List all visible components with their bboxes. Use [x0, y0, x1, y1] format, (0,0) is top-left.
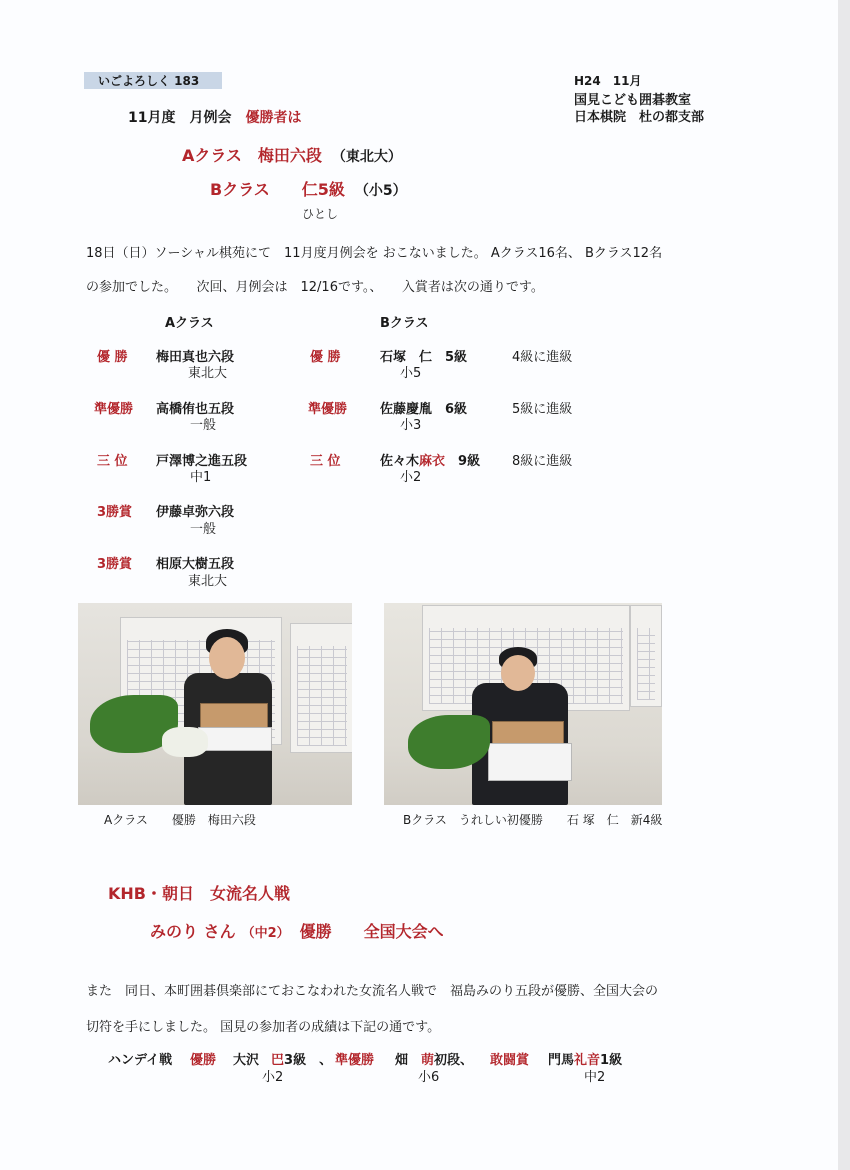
- b-note-2: 小3: [400, 418, 422, 433]
- intro-line-2: の参加でした。 次回、月例会は 12/16です。、 入賞者は次の通りです。: [86, 280, 544, 295]
- b-note-3: 小2: [400, 470, 422, 485]
- org-name: 国見こども囲碁教室: [574, 93, 692, 108]
- photo-a-class-winner: [78, 603, 352, 805]
- a-note-3: 中1: [190, 470, 212, 485]
- women-winner-grade: （中2）: [241, 926, 290, 941]
- handicap-name-2-given: 萌: [421, 1053, 435, 1068]
- women-winner-name: みのり さん: [150, 922, 236, 941]
- handicap-grade-2: 初段、: [434, 1053, 474, 1068]
- org-branch: 日本棋院 杜の都支部: [574, 110, 705, 125]
- women-result: 優勝 全国大会へ: [299, 922, 444, 941]
- handicap-name-3-given: 礼音: [574, 1053, 601, 1068]
- intro-line-1: 18日（日）ソーシャル棋苑にて 11月度月例会を おこないました。 Aクラス16名、 Bクラス12名: [86, 246, 663, 261]
- handicap-note-1: 小2: [262, 1070, 284, 1085]
- b-name-3: [380, 450, 480, 469]
- a-class-winner: Aクラス 梅田六段: [182, 146, 322, 165]
- headline-line1: [128, 107, 301, 127]
- handicap-label: ハンデイ戦: [108, 1053, 173, 1068]
- handicap-name-2-family: 畑: [395, 1053, 422, 1068]
- a-note-5: 東北大: [188, 574, 228, 589]
- handicap-rank-2: 準優勝: [335, 1053, 375, 1068]
- photo-a-caption: Aクラス 優勝 梅田六段: [104, 813, 256, 827]
- b-name-3-family: 佐々木: [380, 454, 420, 469]
- b-rank-3: 三 位: [310, 454, 341, 469]
- a-rank-2: 準優勝: [94, 402, 134, 417]
- a-name-4: 伊藤卓弥六段: [156, 505, 235, 520]
- a-rank-3: 三 位: [97, 454, 128, 469]
- headline-prefix: 11月度 月例会: [128, 110, 246, 126]
- a-class-header: Aクラス: [165, 316, 214, 331]
- women-title: KHB・朝日 女流名人戦: [108, 884, 290, 903]
- handicap-note-2: 小6: [418, 1070, 440, 1085]
- a-note-4: 一般: [190, 522, 217, 537]
- b-note-1: 小5: [400, 366, 422, 381]
- a-name-2: 高橋侑也五段: [156, 402, 235, 417]
- b-class-header: Bクラス: [380, 316, 429, 331]
- issue-tag: いごよろしく 183: [84, 72, 222, 89]
- b-rank-2: 準優勝: [308, 402, 348, 417]
- ruby-reading: ひとし: [302, 207, 339, 221]
- handicap-grade-3: 1級: [600, 1053, 623, 1068]
- b-rank-1: 優 勝: [310, 350, 341, 365]
- headline-winners: 優勝者は: [245, 110, 302, 126]
- b-class-affil: （小5）: [354, 183, 407, 199]
- headline-a-class: [182, 143, 402, 166]
- b-promo-2: 5級に進級: [512, 402, 573, 417]
- a-name-1: 梅田真也六段: [156, 350, 235, 365]
- b-class-winner: Bクラス 仁5級: [210, 180, 345, 199]
- a-rank-5: 3勝賞: [97, 557, 133, 572]
- photo-b-caption: Bクラス うれしい初優勝 石 塚 仁 新4級: [403, 813, 663, 827]
- b-promo-3: 8級に進級: [512, 454, 573, 469]
- headline-b-class: [210, 177, 407, 200]
- handicap-name-1-family: 大沢: [233, 1053, 260, 1068]
- b-name-2: 佐藤慶胤 6級: [380, 402, 468, 417]
- scan-edge: [838, 0, 850, 1170]
- a-rank-4: 3勝賞: [97, 505, 133, 520]
- a-name-3: 戸澤博之進五段: [156, 454, 248, 469]
- a-class-affil: （東北大）: [331, 149, 402, 165]
- a-note-1: 東北大: [188, 366, 228, 381]
- b-name-3-grade: 9級: [445, 454, 481, 469]
- handicap-grade-1: 3級 、: [284, 1053, 333, 1068]
- issue-date: H24 11月: [574, 74, 642, 88]
- women-text-2: 切符を手にしました。 国見の参加者の成績は下記の通です。: [86, 1020, 441, 1035]
- a-name-5: 相原大樹五段: [156, 557, 235, 572]
- b-name-1: 石塚 仁 5級: [380, 350, 468, 365]
- handicap-note-3: 中2: [584, 1070, 606, 1085]
- handicap-rank-1: 優勝: [190, 1053, 217, 1068]
- women-text-1: また 同日、本町囲碁倶楽部にておこなわれた女流名人戦で 福島みのり五段が優勝、全国大会の: [86, 984, 659, 999]
- handicap-name-3-family: 門馬: [548, 1053, 575, 1068]
- b-promo-1: 4級に進級: [512, 350, 573, 365]
- handicap-rank-3: 敢闘賞: [490, 1053, 530, 1068]
- b-name-3-given: 麻衣: [419, 454, 446, 469]
- handicap-name-1-given: 巴: [271, 1053, 285, 1068]
- a-note-2: 一般: [190, 418, 217, 433]
- photo-b-class-winner: [384, 603, 662, 805]
- a-rank-1: 優 勝: [97, 350, 128, 365]
- women-subtitle: [150, 919, 444, 942]
